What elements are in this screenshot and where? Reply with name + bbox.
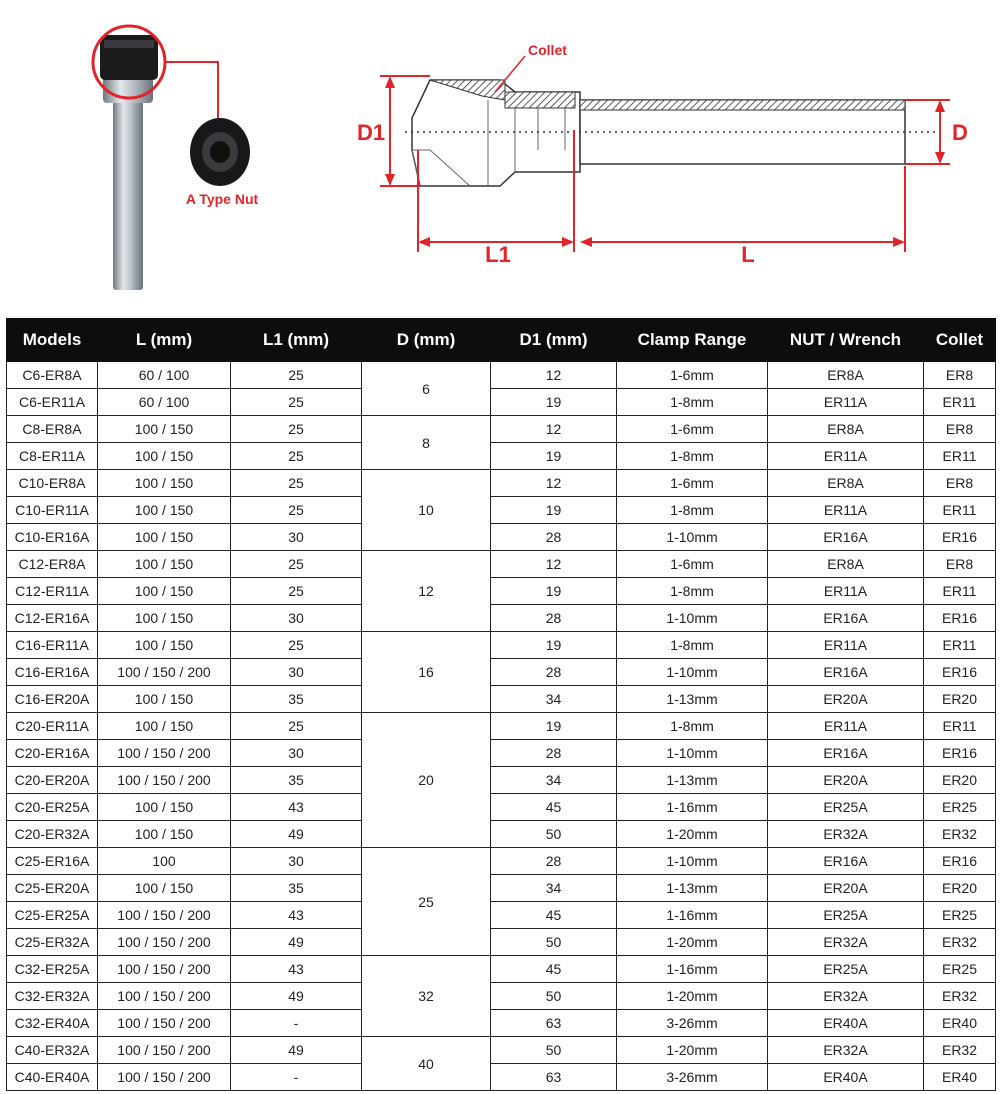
cell-collet: ER32: [924, 983, 996, 1010]
table-row: [7, 416, 996, 443]
cell-model: C20-ER25A: [7, 794, 98, 821]
table-row: [7, 686, 996, 713]
d1-label: D1: [356, 120, 386, 145]
cell-l: 60 / 100: [98, 362, 231, 389]
cell-l: 100 / 150 / 200: [98, 659, 231, 686]
cell-collet: ER11: [924, 443, 996, 470]
cell-nut-wrench: ER11A: [768, 443, 924, 470]
cell-clamp-range: 1-13mm: [617, 686, 768, 713]
cell-l1: 49: [231, 983, 362, 1010]
cell-d: 8: [362, 416, 491, 470]
cell-collet: ER40: [924, 1010, 996, 1037]
cell-clamp-range: 1-10mm: [617, 605, 768, 632]
d-label: D: [952, 120, 968, 145]
cell-model: C16-ER11A: [7, 632, 98, 659]
table-row: [7, 1010, 996, 1037]
table-row: [7, 821, 996, 848]
table-row: [7, 956, 996, 983]
cell-d1: 34: [491, 875, 617, 902]
cell-l: 100 / 150: [98, 551, 231, 578]
cell-d: 25: [362, 848, 491, 956]
cell-collet: ER25: [924, 794, 996, 821]
cell-l: 100 / 150 / 200: [98, 767, 231, 794]
cell-l1: 30: [231, 605, 362, 632]
header-models: Models: [7, 319, 98, 362]
cell-nut-wrench: ER25A: [768, 794, 924, 821]
cell-collet: ER8: [924, 362, 996, 389]
cell-d1: 12: [491, 362, 617, 389]
cell-collet: ER11: [924, 389, 996, 416]
cell-collet: ER32: [924, 821, 996, 848]
cell-l1: 35: [231, 686, 362, 713]
cell-l: 100 / 150: [98, 875, 231, 902]
cell-nut-wrench: ER32A: [768, 1037, 924, 1064]
header-nut-wrench: NUT / Wrench: [768, 319, 924, 362]
cell-clamp-range: 1-6mm: [617, 362, 768, 389]
cell-clamp-range: 1-6mm: [617, 551, 768, 578]
cell-nut-wrench: ER11A: [768, 389, 924, 416]
cell-nut-wrench: ER32A: [768, 983, 924, 1010]
cell-collet: ER32: [924, 929, 996, 956]
header-l: L (mm): [98, 319, 231, 362]
table-row: [7, 524, 996, 551]
spec-table-body: [7, 362, 996, 1091]
cell-l1: 30: [231, 848, 362, 875]
cell-l1: 30: [231, 659, 362, 686]
cell-model: C40-ER40A: [7, 1064, 98, 1091]
cell-d1: 19: [491, 497, 617, 524]
cell-collet: ER40: [924, 1064, 996, 1091]
cell-l1: 25: [231, 713, 362, 740]
cell-collet: ER16: [924, 659, 996, 686]
table-row: [7, 578, 996, 605]
cell-d1: 19: [491, 443, 617, 470]
cell-d: 40: [362, 1037, 491, 1091]
cell-clamp-range: 1-8mm: [617, 443, 768, 470]
cell-d1: 63: [491, 1064, 617, 1091]
cell-nut-wrench: ER8A: [768, 416, 924, 443]
cell-d1: 34: [491, 767, 617, 794]
cell-model: C32-ER32A: [7, 983, 98, 1010]
cell-l1: 25: [231, 443, 362, 470]
cell-l: 100 / 150: [98, 632, 231, 659]
cell-l: 100: [98, 848, 231, 875]
cell-collet: ER8: [924, 416, 996, 443]
cell-l: 100 / 150 / 200: [98, 740, 231, 767]
cell-l: 100 / 150: [98, 578, 231, 605]
table-row: [7, 443, 996, 470]
cell-l: 100 / 150 / 200: [98, 902, 231, 929]
cell-collet: ER20: [924, 686, 996, 713]
cell-d1: 50: [491, 983, 617, 1010]
cell-nut-wrench: ER16A: [768, 659, 924, 686]
table-row: [7, 740, 996, 767]
cell-model: C6-ER8A: [7, 362, 98, 389]
cell-collet: ER11: [924, 713, 996, 740]
cell-l: 100 / 150: [98, 686, 231, 713]
cell-d1: 45: [491, 794, 617, 821]
cell-model: C8-ER11A: [7, 443, 98, 470]
table-row: [7, 848, 996, 875]
header-row: [7, 319, 996, 362]
cell-l1: 49: [231, 1037, 362, 1064]
cell-clamp-range: 1-20mm: [617, 821, 768, 848]
cell-model: C20-ER16A: [7, 740, 98, 767]
table-row: [7, 470, 996, 497]
cell-l: 100 / 150 / 200: [98, 1010, 231, 1037]
cell-model: C12-ER8A: [7, 551, 98, 578]
cell-l1: 35: [231, 767, 362, 794]
cell-d: 32: [362, 956, 491, 1037]
cell-l: 100 / 150: [98, 821, 231, 848]
cell-collet: ER20: [924, 875, 996, 902]
cell-l: 100 / 150: [98, 524, 231, 551]
cell-nut-wrench: ER20A: [768, 875, 924, 902]
cell-l1: 25: [231, 632, 362, 659]
cell-model: C12-ER16A: [7, 605, 98, 632]
collet-label: Collet: [528, 42, 567, 58]
cell-clamp-range: 1-10mm: [617, 848, 768, 875]
cell-nut-wrench: ER11A: [768, 713, 924, 740]
cell-d: 6: [362, 362, 491, 416]
cell-clamp-range: 1-8mm: [617, 713, 768, 740]
header-collet: Collet: [924, 319, 996, 362]
cell-model: C25-ER25A: [7, 902, 98, 929]
cell-nut-wrench: ER16A: [768, 524, 924, 551]
cell-nut-wrench: ER25A: [768, 902, 924, 929]
cell-l1: 43: [231, 902, 362, 929]
cell-clamp-range: 1-8mm: [617, 632, 768, 659]
header-d: D (mm): [362, 319, 491, 362]
cell-nut-wrench: ER16A: [768, 848, 924, 875]
cell-l: 100 / 150: [98, 470, 231, 497]
cell-model: C25-ER20A: [7, 875, 98, 902]
cell-d1: 12: [491, 416, 617, 443]
table-row: [7, 389, 996, 416]
cell-d1: 45: [491, 902, 617, 929]
table-row: [7, 983, 996, 1010]
cell-collet: ER25: [924, 902, 996, 929]
cell-model: C16-ER16A: [7, 659, 98, 686]
cell-clamp-range: 1-20mm: [617, 929, 768, 956]
cell-nut-wrench: ER16A: [768, 740, 924, 767]
cell-collet: ER11: [924, 578, 996, 605]
cell-l1: -: [231, 1064, 362, 1091]
cell-clamp-range: 1-10mm: [617, 524, 768, 551]
cell-d1: 50: [491, 1037, 617, 1064]
cell-d: 10: [362, 470, 491, 551]
cell-d1: 19: [491, 578, 617, 605]
table-row: [7, 875, 996, 902]
cell-d1: 19: [491, 389, 617, 416]
cell-l: 60 / 100: [98, 389, 231, 416]
cell-nut-wrench: ER40A: [768, 1010, 924, 1037]
cell-clamp-range: 1-6mm: [617, 470, 768, 497]
cell-l: 100 / 150: [98, 605, 231, 632]
cell-collet: ER16: [924, 848, 996, 875]
cell-nut-wrench: ER8A: [768, 362, 924, 389]
table-row: [7, 713, 996, 740]
cell-l: 100 / 150 / 200: [98, 983, 231, 1010]
cell-d1: 28: [491, 659, 617, 686]
a-type-nut-photo: [190, 118, 250, 186]
cell-l: 100 / 150 / 200: [98, 929, 231, 956]
cell-clamp-range: 1-10mm: [617, 740, 768, 767]
cell-clamp-range: 1-6mm: [617, 416, 768, 443]
cell-clamp-range: 1-13mm: [617, 875, 768, 902]
spec-table-header: [7, 319, 996, 362]
cell-l1: 25: [231, 470, 362, 497]
cell-l: 100 / 150: [98, 794, 231, 821]
cell-nut-wrench: ER11A: [768, 497, 924, 524]
cell-l1: 25: [231, 578, 362, 605]
cell-model: C32-ER40A: [7, 1010, 98, 1037]
cell-nut-wrench: ER16A: [768, 605, 924, 632]
table-row: [7, 902, 996, 929]
cell-clamp-range: 1-16mm: [617, 794, 768, 821]
cell-d1: 34: [491, 686, 617, 713]
cell-l: 100 / 150 / 200: [98, 1037, 231, 1064]
header-d1: D1 (mm): [491, 319, 617, 362]
cell-clamp-range: 1-8mm: [617, 389, 768, 416]
table-row: [7, 362, 996, 389]
cell-d1: 28: [491, 848, 617, 875]
table-row: [7, 632, 996, 659]
cell-l1: 25: [231, 362, 362, 389]
cell-clamp-range: 1-16mm: [617, 956, 768, 983]
cell-clamp-range: 1-20mm: [617, 983, 768, 1010]
cell-nut-wrench: ER40A: [768, 1064, 924, 1091]
cell-d1: 45: [491, 956, 617, 983]
cell-nut-wrench: ER32A: [768, 929, 924, 956]
table-row: [7, 929, 996, 956]
cell-collet: ER16: [924, 605, 996, 632]
cell-d1: 12: [491, 470, 617, 497]
spec-table: [6, 318, 996, 1091]
cell-model: C20-ER32A: [7, 821, 98, 848]
cell-model: C12-ER11A: [7, 578, 98, 605]
cell-model: C20-ER20A: [7, 767, 98, 794]
cell-l1: 25: [231, 389, 362, 416]
cell-nut-wrench: ER32A: [768, 821, 924, 848]
product-diagram: [0, 0, 1000, 312]
table-row: [7, 551, 996, 578]
cell-collet: ER20: [924, 767, 996, 794]
cell-l1: -: [231, 1010, 362, 1037]
cell-l: 100 / 150 / 200: [98, 956, 231, 983]
cell-d1: 28: [491, 740, 617, 767]
cell-collet: ER16: [924, 524, 996, 551]
table-row: [7, 497, 996, 524]
cell-nut-wrench: ER11A: [768, 578, 924, 605]
technical-drawing: [357, 42, 968, 267]
cell-d1: 28: [491, 524, 617, 551]
cell-d1: 50: [491, 821, 617, 848]
cell-d1: 12: [491, 551, 617, 578]
cell-model: C40-ER32A: [7, 1037, 98, 1064]
cell-d: 16: [362, 632, 491, 713]
cell-l1: 49: [231, 929, 362, 956]
cell-nut-wrench: ER20A: [768, 767, 924, 794]
cell-l: 100 / 150: [98, 497, 231, 524]
cell-collet: ER16: [924, 740, 996, 767]
header-clamp-range: Clamp Range: [617, 319, 768, 362]
cell-nut-wrench: ER11A: [768, 632, 924, 659]
cell-d: 20: [362, 713, 491, 848]
cell-model: C6-ER11A: [7, 389, 98, 416]
cell-clamp-range: 1-10mm: [617, 659, 768, 686]
cell-collet: ER32: [924, 1037, 996, 1064]
table-row: [7, 659, 996, 686]
cell-l1: 43: [231, 956, 362, 983]
cell-nut-wrench: ER8A: [768, 551, 924, 578]
l-label: L: [741, 242, 755, 267]
cell-l1: 25: [231, 416, 362, 443]
cell-d1: 50: [491, 929, 617, 956]
l1-label: L1: [485, 242, 511, 267]
cell-l1: 30: [231, 740, 362, 767]
cell-l: 100 / 150 / 200: [98, 1064, 231, 1091]
cell-collet: ER8: [924, 470, 996, 497]
cell-l1: 25: [231, 551, 362, 578]
cell-l: 100 / 150: [98, 416, 231, 443]
cell-collet: ER11: [924, 497, 996, 524]
cell-clamp-range: 1-13mm: [617, 767, 768, 794]
cell-d1: 63: [491, 1010, 617, 1037]
cell-model: C10-ER11A: [7, 497, 98, 524]
header-l1: L1 (mm): [231, 319, 362, 362]
cell-l1: 49: [231, 821, 362, 848]
cell-d1: 19: [491, 713, 617, 740]
cell-model: C8-ER8A: [7, 416, 98, 443]
cell-d: 12: [362, 551, 491, 632]
cell-nut-wrench: ER25A: [768, 956, 924, 983]
cell-nut-wrench: ER20A: [768, 686, 924, 713]
cell-clamp-range: 1-16mm: [617, 902, 768, 929]
cell-model: C20-ER11A: [7, 713, 98, 740]
cell-clamp-range: 1-20mm: [617, 1037, 768, 1064]
cell-collet: ER8: [924, 551, 996, 578]
cell-collet: ER25: [924, 956, 996, 983]
cell-model: C25-ER32A: [7, 929, 98, 956]
cell-clamp-range: 1-8mm: [617, 578, 768, 605]
cell-model: C25-ER16A: [7, 848, 98, 875]
table-row: [7, 1037, 996, 1064]
table-row: [7, 1064, 996, 1091]
cell-nut-wrench: ER8A: [768, 470, 924, 497]
cell-l1: 43: [231, 794, 362, 821]
cell-clamp-range: 3-26mm: [617, 1010, 768, 1037]
cell-l: 100 / 150: [98, 713, 231, 740]
cell-l1: 30: [231, 524, 362, 551]
cell-l1: 35: [231, 875, 362, 902]
cell-l: 100 / 150: [98, 443, 231, 470]
cell-model: C10-ER16A: [7, 524, 98, 551]
a-type-nut-label: A Type Nut: [185, 191, 259, 207]
cell-collet: ER11: [924, 632, 996, 659]
cell-l1: 25: [231, 497, 362, 524]
table-row: [7, 767, 996, 794]
table-row: [7, 794, 996, 821]
cell-model: C10-ER8A: [7, 470, 98, 497]
cell-d1: 28: [491, 605, 617, 632]
cell-clamp-range: 1-8mm: [617, 497, 768, 524]
cell-model: C32-ER25A: [7, 956, 98, 983]
cell-d1: 19: [491, 632, 617, 659]
cell-model: C16-ER20A: [7, 686, 98, 713]
cell-clamp-range: 3-26mm: [617, 1064, 768, 1091]
table-row: [7, 605, 996, 632]
